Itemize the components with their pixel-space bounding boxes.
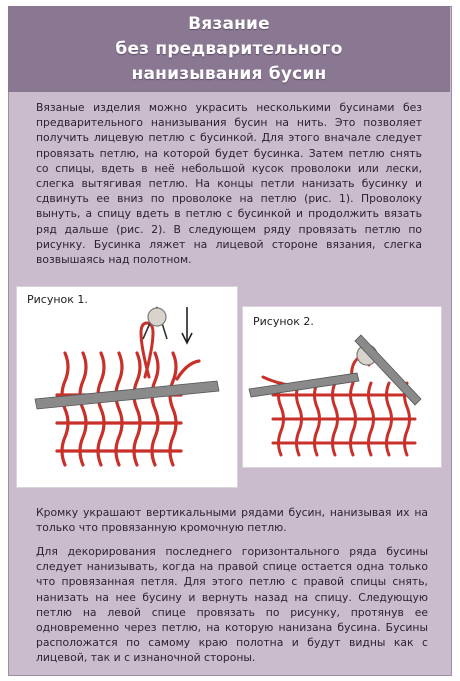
article-title <box>8 12 450 87</box>
figure-1 <box>16 286 238 488</box>
figure-1-illustration <box>17 287 237 487</box>
figure-1-label: Рисунок 1. <box>27 293 88 306</box>
figure-2 <box>242 306 442 468</box>
title-line-3: нанизывания бусин <box>131 64 327 84</box>
figure-2-illustration <box>243 307 441 467</box>
intro-paragraph: Вязаные изделия можно украсить несколькими бусинами без предварительного нанизывания бусин на нить. Это позволяет получить лицевую петлю с бусинкой. Для этого вначале следует провязать петлю, на которой будет бусинка. Затем петлю снять со спицы, вдеть в неё небольшой кусок проволоки или лески, слегка вытягивая петлю. На концы петли нанизать бусинку и сдвинуть ее вниз по проволоке на петлю (рис. 1). Проволоку вынуть, а спицу вдеть в петлю с бусинкой и продолжить вязать ряд дальше (рис. 2). В следующем ряду провязать петлю по рисунку. Бусинка ляжет на лицевой стороне вязания, слегка возвышаясь над полотном. <box>36 101 422 267</box>
figure-2-label: Рисунок 2. <box>253 315 314 328</box>
bead-icon <box>148 308 166 326</box>
title-line-1: Вязание <box>188 14 270 34</box>
arrow-down-icon <box>182 307 192 343</box>
edge-paragraph: Кромку украшают вертикальными рядами бусин, нанизывая их на только что провязанную кромочную петлю. <box>36 506 428 535</box>
last-row-paragraph: Для декорирования последнего горизонтального ряда бусины следует нанизывать, когда на правой спице остается одна только что провязанная петля. Для этого петлю с правой спицы снять, нанизать на нее бусину и вернуть назад на спицу. Следующую петлю на левой спице провязать по рисунку, протянув ее одновременно через петлю, на которую нанизана бусина. Бусины расположатся по самому краю полотна и будут видны как с лицевой, так и с изнаночной стороны. <box>36 545 428 665</box>
title-line-2: без предварительного <box>115 39 343 59</box>
